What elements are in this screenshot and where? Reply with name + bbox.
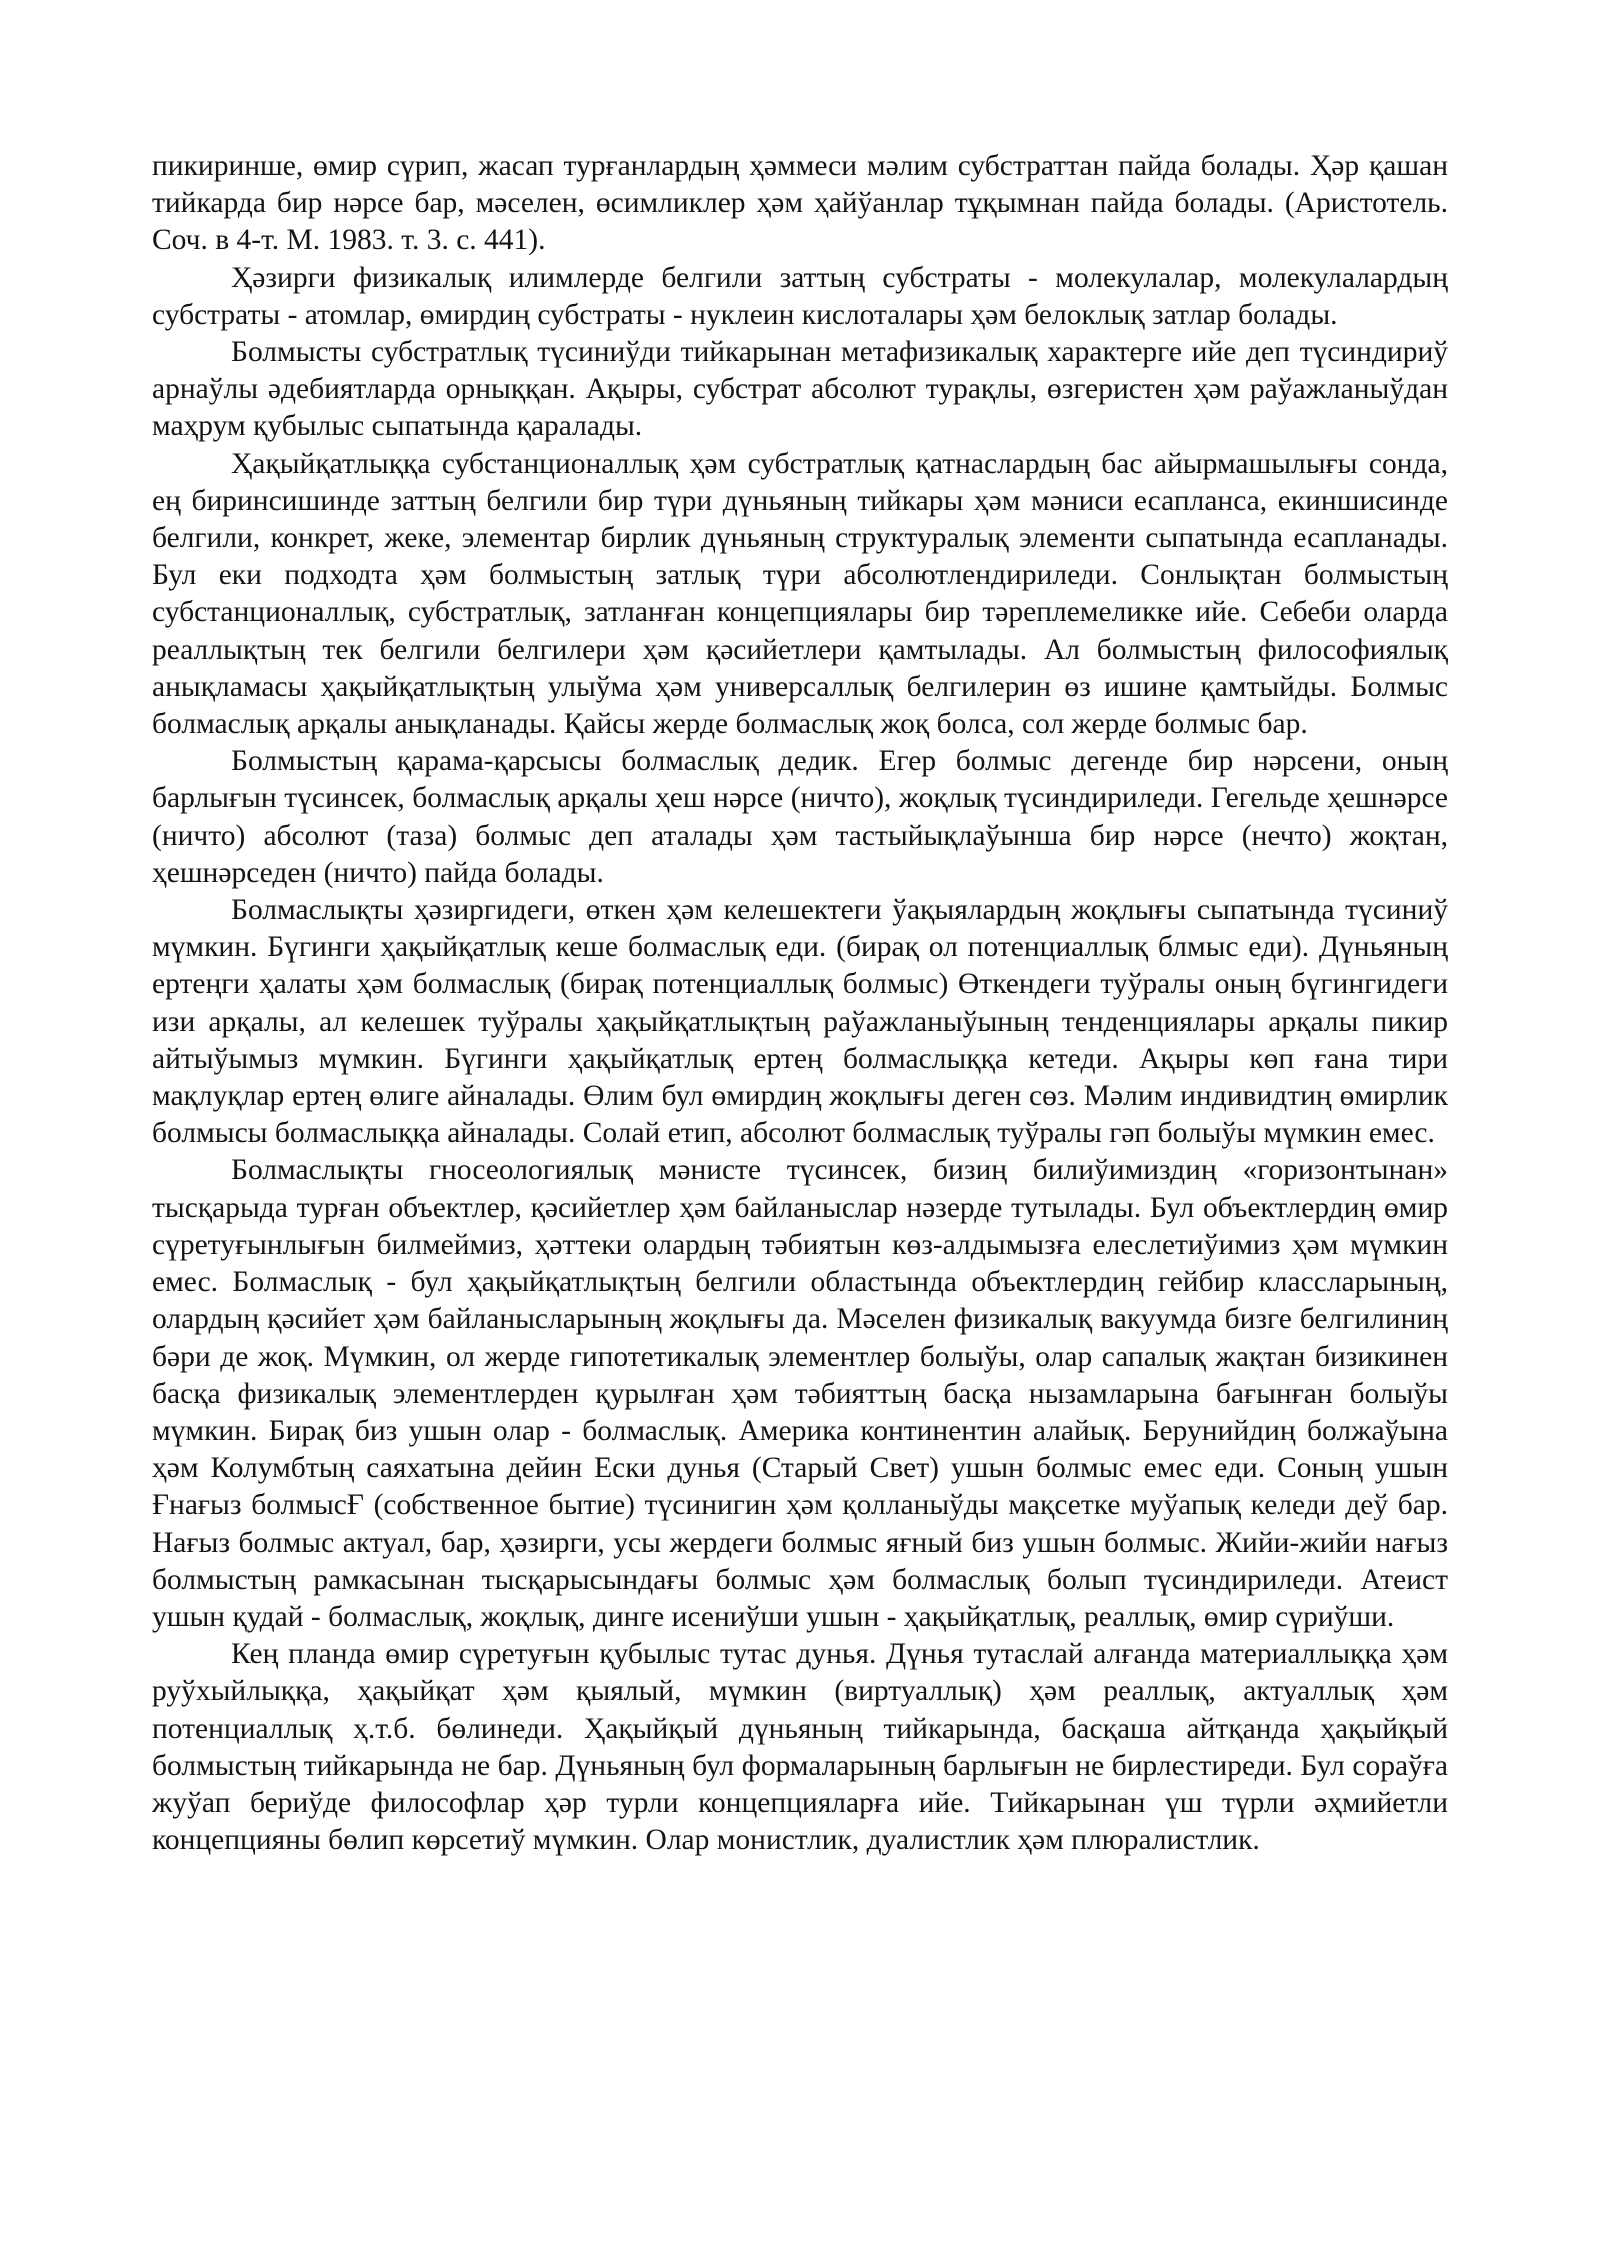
paragraph-2: Ҳәзирги физикалық илимлерде белгили заттың субстраты - молекулалар, молекулалардың субстраты - атомлар, өмирдиң субстраты - нуклеин кислоталары ҳәм белоклық затлар болады. [152, 261, 1448, 331]
paragraph-7: Болмаслықты гносеологиялық мәнисте түсинсек, бизиң билиўимиздиң «горизонтынан» тысқарыда турған объектлер, қәсийетлер ҳәм байланыслар нәзерде тутылады. Бул объектлердиң өмир сүретуғынлығын билмеймиз, ҳәттеки олардың тәбиятын көз-алдымызға елеслетиўимиз ҳәм мүмкин емес. Болмаслық - бул ҳақыйқатлықтың белгили областында объектлердиң гейбир классларының, олардың қәсийет ҳәм байланысларының жоқлығы да. Мәселен физикалық вакуумда бизге белгилиниң бәри де жоқ. Мүмкин, ол жерде гипотетикалық элементлер болыўы, олар сапалық жақтан бизикинен басқа физикалық элементлерден қурылған ҳәм тәбияттың басқа нызамларына бағынған болыўы мүмкин. Бирақ биз ушын олар - болмаслық. Америка континентин алайық. Берунийдиң болжаўына ҳәм Колумбтың саяхатына дейин Ески дунья (Старый Свет) ушын болмыс емес еди. Соның ушын Ғнағыз болмысҒ (собственное бытие) түсинигин ҳәм қолланыўды мақсетке муўапық келеди деў бар. Нағыз болмыс актуал, бар, ҳәзирги, усы жердеги болмыс яғный биз ушын болмыс. Жийи-жийи нағыз болмыстың рамкасынан тысқарысындағы болмыс ҳәм болмаслық болып түсиндириледи. Атеист ушын қудай - болмаслық, жоқлық, динге исениўши ушын - ҳақыйқатлық, реаллық, өмир сүриўши. [152, 1154, 1448, 1633]
paragraph-8: Кең планда өмир сүретуғын қубылыс тутас дунья. Дүнья тутаслай алғанда материаллыққа ҳәм руўхыйлыққа, ҳақыйқат ҳәм қыялый, мүмкин (виртуаллық) ҳәм реаллық, актуаллық ҳәм потенциаллық ҳ.т.б. бөлинеди. Ҳақыйқый дүньяның тийкарында, басқаша айтқанда ҳақыйқый болмыстың тийкарында не бар. Дүньяның бул формаларының барлығын не бирлестиреди. Бул сораўға жуўап бериўде философлар ҳәр турли концепцияларға ийе. Тийкарынан үш түрли әҳмийетли концепцияны бөлип көрсетиў мүмкин. Олар монистлик, дуалистлик ҳәм плюралистлик. [152, 1638, 1448, 1857]
paragraph-1-continuation: пикиринше, өмир сүрип, жасап турғанлардың ҳәммеси мәлим субстраттан пайда болады. Ҳәр қашан тийкарда бир нәрсе бар, мәселен, өсимликлер ҳәм ҳайўанлар тұқымнан пайда болады. (Аристотель. Соч. в 4-т. М. 1983. т. 3. с. 441). [152, 150, 1448, 257]
paragraph-3: Болмысты субстратлық түсиниўди тийкарынан метафизикалық характерге ийе деп түсиндириў арнаўлы әдебиятларда орныққан. Ақыры, субстрат абсолют турақлы, өзгеристен ҳәм раўажланыўдан маҳрум қубылыс сыпатында қаралады. [152, 336, 1448, 443]
paragraph-4: Ҳақыйқатлыққа субстанционаллық ҳәм субстратлық қатнаслардың бас айырмашылығы сонда, ең биринсишинде заттың белгили бир түри дүньяның тийкары ҳәм мәниси есапланса, екиншисинде белгили, конкрет, жеке, элементар бирлик дүньяның структуралық элементи сыпатында есапланады. Бул еки подходта ҳәм болмыстың затлық түри абсолютлендириледи. Сонлықтан болмыстың субстанционаллық, субстратлық, затланған концепциялары бир тәреплемеликке ийе. Себеби оларда реаллықтың тек белгили белгилери ҳәм қәсийетлери қамтылады. Ал болмыстың философиялық анықламасы ҳақыйқатлықтың улыўма ҳәм универсаллық белгилерин өз ишине қамтыйды. Болмыс болмаслық арқалы анықланады. Қайсы жерде болмаслық жоқ болса, сол жерде болмыс бар. [152, 447, 1448, 741]
paragraph-6: Болмаслықты ҳәзиргидеги, өткен ҳәм келешектеги ўақыялардың жоқлығы сыпатында түсиниў мүмкин. Бүгинги ҳақыйқатлық кеше болмаслық еди. (бирақ ол потенциаллық блмыс еди). Дүньяның ертеңги ҳалаты ҳәм болмаслық (бирақ потенциаллық болмыс) Өткендеги туўралы оның бүгингидеги изи арқалы, ал келешек туўралы ҳақыйқатлықтың раўажланыўының тенденциялары арқалы пикир айтыўымыз мүмкин. Бүгинги ҳақыйқатлық ертең болмаслыққа кетеди. Ақыры көп ғана тири мақлуқлар ертең өлиге айналады. Өлим бул өмирдиң жоқлығы деген сөз. Мәлим индивидтиң өмирлик болмысы болмаслыққа айналады. Солай етип, абсолют болмаслық туўралы гәп болыўы мүмкин емес. [152, 894, 1448, 1150]
paragraph-5: Болмыстың қарама-қарсысы болмаслық дедик. Егер болмыс дегенде бир нәрсени, оның барлығын түсинсек, болмаслық арқалы ҳеш нәрсе (ничто), жоқлық түсиндириледи. Гегельде ҳешнәрсе (ничто) абсолют (таза) болмыс деп аталады ҳәм тастыйықлаўынша бир нәрсе (нечто) жоқтан, ҳешнәрседен (ничто) пайда болады. [152, 745, 1448, 889]
document-page [152, 148, 1448, 1859]
